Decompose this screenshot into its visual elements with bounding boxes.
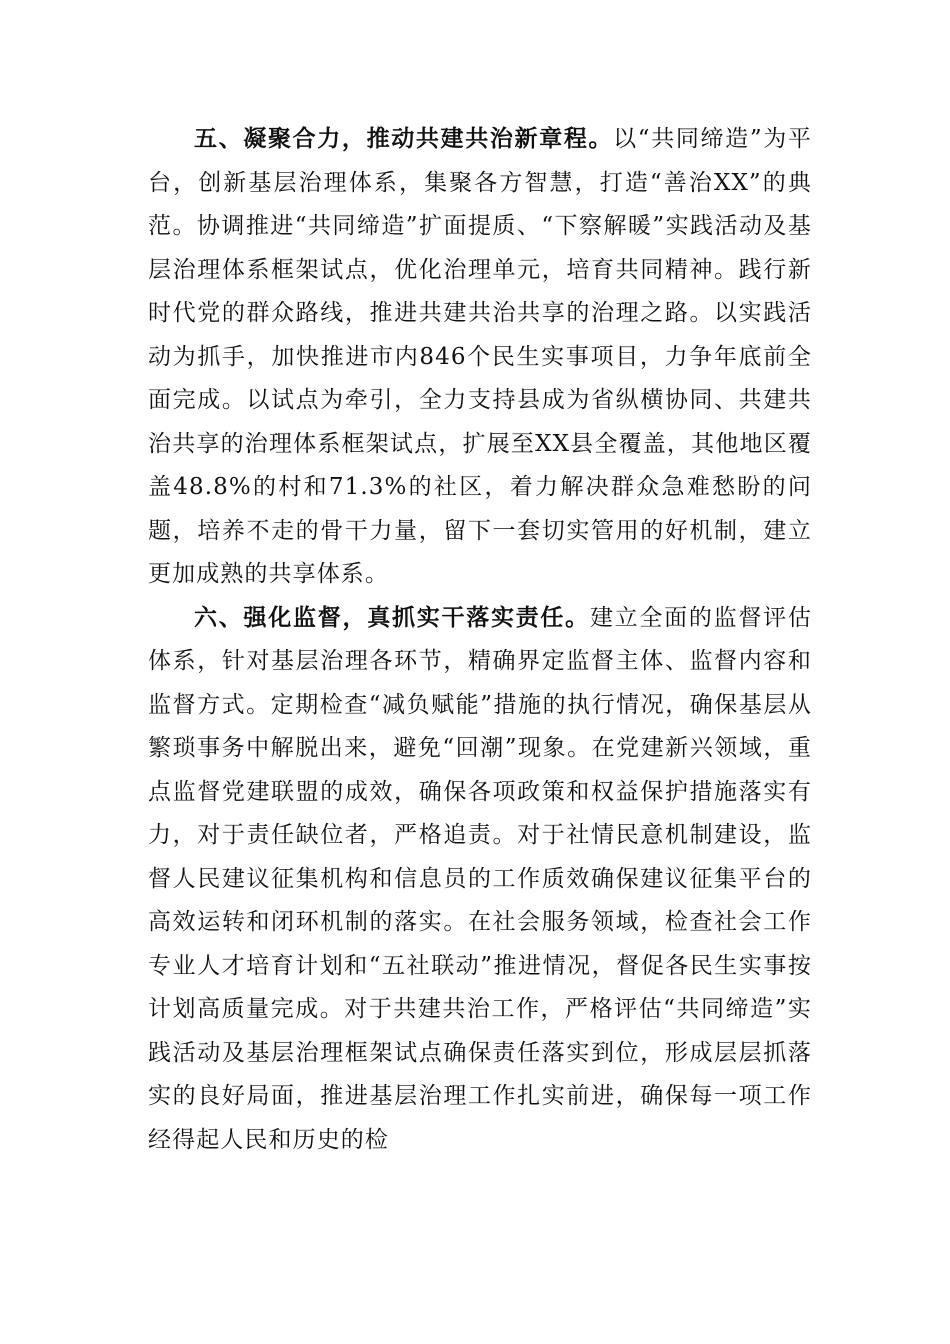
document-body [148,118,812,1162]
paragraph-five-body: 以“共同缔造”为平台，创新基层治理体系，集聚各方智慧，打造“善治XX”的典范。协调推进“共同缔造”扩面提质、“下察解暖”实践活动及基层治理体系框架试点，优化治理单元，培育共同精神。践行新时代党的群众路线，推进共建共治共享的治理之路。以实践活动为抓手，加快推进市内846个民生实事项目，力争年底前全面完成。以试点为牵引，全力支持县成为省纵横协同、共建共治共享的治理体系框架试点，扩展至XX县全覆盖，其他地区覆盖48.8%的村和71.3%的社区，着力解决群众急难愁盼的问题，培养不走的骨干力量，留下一套切实管用的好机制，建立更加成熟的共享体系。 [148,126,812,587]
paragraph-five [148,118,812,597]
paragraph-six-body: 建立全面的监督评估体系，针对基层治理各环节，精确界定监督主体、监督内容和监督方式。定期检查“减负赋能”措施的执行情况，确保基层从繁琐事务中解脱出来，避免“回潮”现象。在党建新兴领域，重点监督党建联盟的成效，确保各项政策和权益保护措施落实有力，对于责任缺位者，严格追责。对于社情民意机制建设，监督人民建议征集机构和信息员的工作质效确保建议征集平台的高效运转和闭环机制的落实。在社会服务领域，检查社会工作专业人才培育计划和“五社联动”推进情况，督促各民生实事按计划高质量完成。对于共建共治工作，严格评估“共同缔造”实践活动及基层治理框架试点确保责任落实到位，形成层层抓落实的良好局面，推进基层治理工作扎实前进，确保每一项工作经得起人民和历史的检 [148,604,812,1153]
paragraph-five-heading: 五、凝聚合力，推动共建共治新章程。 [194,126,614,152]
paragraph-six [148,597,812,1163]
paragraph-six-heading: 六、强化监督，真抓实干落实责任。 [194,604,590,631]
